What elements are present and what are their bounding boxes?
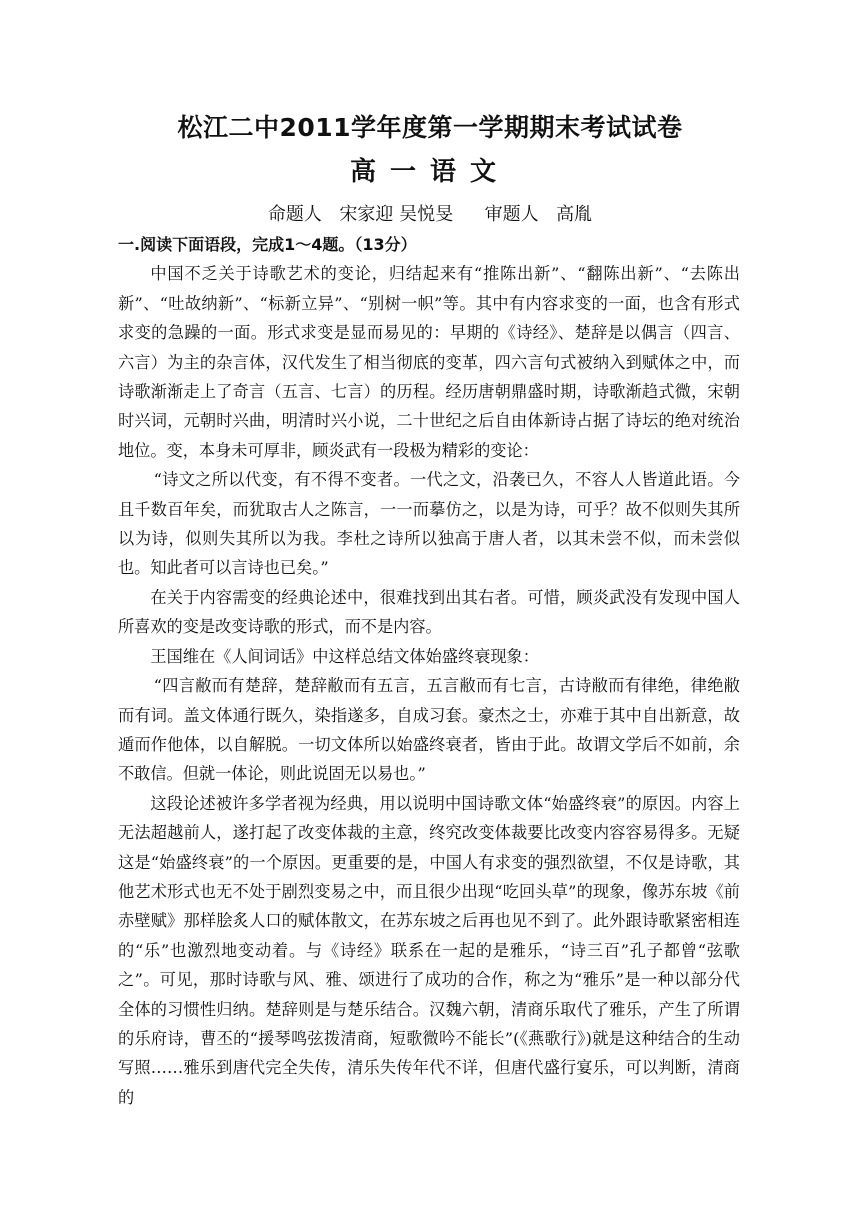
paragraph-1: 中国不乏关于诗歌艺术的变论，归结起来有“推陈出新”、“翻陈出新”、“去陈出新”、“吐故纳新”、“标新立异”、“别树一帜”等。其中有内容求变的一面，也含有形式求变的急躁的一面。形式求变是显而易见的：早期的《诗经》、楚辞是以偶言（四言、六言）为主的杂言体，汉代发生了相当彻底的变革，四六言句式被纳入到赋体之中，而诗歌渐渐走上了奇言（五言、七言）的历程。经历唐朝鼎盛时期，诗歌渐趋式微，宋朝时兴词，元朝时兴曲，明清时兴小说，二十世纪之后自由体新诗占据了诗坛的绝对统治地位。变，本身未可厚非，顾炎武有一段极为精彩的变论： <box>118 264 740 460</box>
paragraph-3: 王国维在《人间词话》中这样总结文体始盛终衰现象： <box>150 646 539 666</box>
paragraph-4: 这段论述被许多学者视为经典，用以说明中国诗歌文体“始盛终衰”的原因。内容上无法超越前人，遂打起了改变体裁的主意，终究改变体裁要比改变内容容易得多。无疑这是“始盛终衰”的一个原因。更重要的是，中国人有求变的强烈欲望，不仅是诗歌，其他艺术形式也无不处于剧烈变易之中，而且很少出现“吃回头草”的现象，像苏东坡《前赤壁赋》那样脍炙人口的赋体散文，在苏东坡之后再也见不到了。此外跟诗歌紧密相连的“乐”也激烈地变动着。与《诗经》联系在一起的是雅乐，“诗三百”孔子都曾“弦歌之”。可见，那时诗歌与风、雅、颂进行了成功的合作，称之为“雅乐”是一种以部分代全体的习惯性归纳。楚辞则是与楚乐结合。汉魏六朝，清商乐取代了雅乐，产生了所谓的乐府诗，曹丕的“援琴鸣弦拨清商，短歌微吟不能长”(《燕歌行》)就是这种结合的生动写照……雅乐到唐代完全失传，清乐失传年代不详，但唐代盛行宴乐，可以判断，清商的 <box>118 793 740 1107</box>
author-line <box>0 200 860 230</box>
reading-section <box>118 230 740 1112</box>
exam-title: 松江二中2011学年度第一学期期末考试试卷 <box>177 113 683 142</box>
section-heading: 一.阅读下面语段，完成1～4题。（13分） <box>118 235 417 254</box>
reviewer-label: 审题人 <box>484 204 539 225</box>
setter-label: 命题人 <box>267 204 322 225</box>
quote-gu-yanwu: “诗文之所以代变，有不得不变者。一代之文，沿袭已久，不容人人皆道此语。今且千数百年矣，而犹取古人之陈言，一一而摹仿之，以是为诗，可乎？故不似则失其所以为诗，似则失其所以为我。李杜之诗所以独高于唐人者，以其未尝不似，而未尝似也。知此者可以言诗也已矣。” <box>118 470 740 578</box>
quote-wang-guowei: “四言敝而有楚辞，楚辞敝而有五言，五言敝而有七言，古诗敝而有律绝，律绝敝而有词。盖文体通行既久，染指遂多，自成习套。豪杰之士，亦难于其中自出新意，故遁而作他体，以自解脱。一切文体所以始盛终衰者，皆由于此。故谓文学后不如前，余不敢信。但就一体论，则此说固无以易也。” <box>118 676 740 784</box>
reviewer-name: 高胤 <box>556 204 593 225</box>
setter-names: 宋家迎 吴悦旻 <box>339 204 454 225</box>
exam-subject: 高一语文 <box>349 157 510 187</box>
paragraph-2: 在关于内容需变的经典论述中，很难找到出其右者。可惜，顾炎武没有发现中国人所喜欢的变是改变诗歌的形式，而不是内容。 <box>118 587 740 637</box>
